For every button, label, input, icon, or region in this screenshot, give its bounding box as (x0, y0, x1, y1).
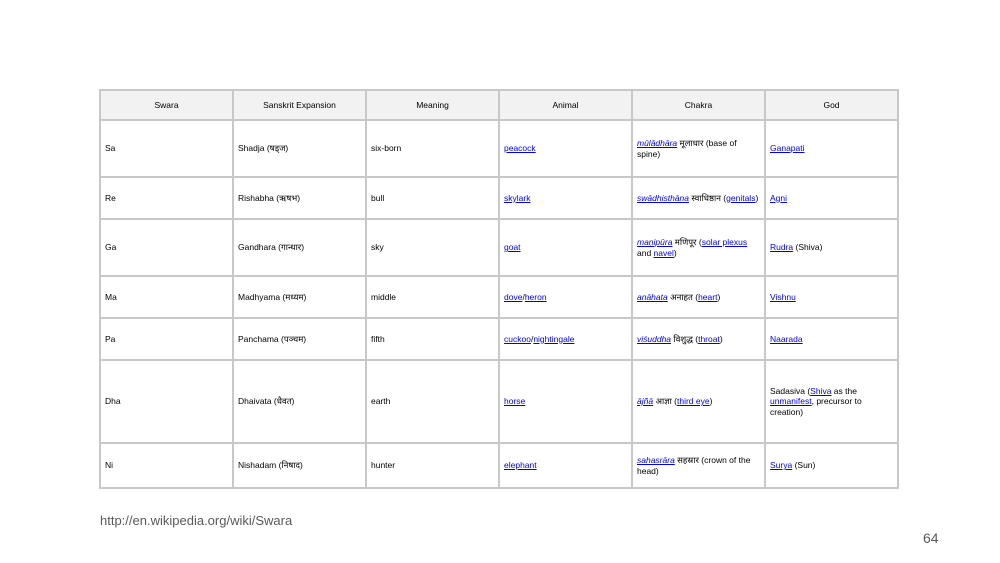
cell-swara: Ni (100, 443, 233, 488)
cell-link[interactable]: mūlādhāra (637, 137, 678, 148)
cell-link[interactable]: maṇipūra (637, 236, 673, 247)
header-chakra: Chakra (632, 90, 765, 120)
cell-text: ) (673, 247, 677, 258)
cell-link[interactable]: third eye (676, 396, 710, 407)
cell-link[interactable]: throat (698, 333, 720, 344)
cell-sanskrit: Shadja (षड्ज) (233, 120, 366, 177)
table-row (100, 443, 898, 488)
cell-sanskrit: Madhyama (मध्यम) (233, 276, 366, 318)
cell-swara: Ma (100, 276, 233, 318)
header-god: God (765, 90, 898, 120)
cell-link[interactable]: Ganapati (770, 143, 805, 154)
cell-sanskrit: Gandhara (गान्धार) (233, 219, 366, 276)
table-row (100, 318, 898, 360)
cell-link[interactable]: skylark (504, 192, 531, 203)
cell-link[interactable]: solar plexus (701, 236, 748, 247)
swara-table (99, 89, 899, 489)
cell-meaning: earth (366, 360, 499, 443)
cell-text: ) (719, 333, 723, 344)
cell-link[interactable]: Vishnu (770, 291, 796, 302)
cell-god (765, 443, 898, 488)
cell-animal (499, 177, 632, 219)
cell-link[interactable]: Agni (770, 192, 788, 203)
cell-chakra (632, 177, 765, 219)
cell-chakra (632, 360, 765, 443)
cell-sanskrit: Panchama (पञ्चम) (233, 318, 366, 360)
cell-meaning: sky (366, 219, 499, 276)
cell-chakra (632, 318, 765, 360)
cell-animal (499, 276, 632, 318)
cell-animal (499, 219, 632, 276)
cell-god (765, 318, 898, 360)
cell-chakra (632, 120, 765, 177)
table-row (100, 360, 898, 443)
cell-link[interactable]: dove (504, 291, 523, 302)
cell-sanskrit: Rishabha (ऋषभ) (233, 177, 366, 219)
cell-link[interactable]: unmanifest (770, 396, 812, 407)
cell-text: मूलाधार (base of spine) (637, 137, 737, 159)
cell-sanskrit: Nishadam (निषाद) (233, 443, 366, 488)
cell-meaning: middle (366, 276, 499, 318)
cell-text: सहस्रार (crown of the head) (637, 454, 751, 476)
table-body (100, 120, 898, 488)
cell-text: / (530, 333, 534, 344)
cell-link[interactable]: heart (698, 291, 718, 302)
cell-swara: Sa (100, 120, 233, 177)
header-meaning: Meaning (366, 90, 499, 120)
cell-chakra (632, 219, 765, 276)
cell-link[interactable]: goat (504, 242, 521, 253)
table-row (100, 276, 898, 318)
cell-link[interactable]: sahasrāra (637, 454, 675, 465)
cell-link[interactable]: peacock (504, 143, 536, 154)
cell-text: (Sun) (792, 460, 816, 471)
cell-text: and (637, 247, 654, 258)
cell-animal (499, 120, 632, 177)
cell-text: स्वाधिष्ठान ( (688, 192, 727, 203)
cell-link[interactable]: viśuddha (637, 333, 672, 344)
cell-text: as the (831, 385, 857, 396)
cell-text: मणिपूर ( (672, 236, 702, 247)
slide-number: 64 (923, 530, 939, 546)
cell-meaning: six-born (366, 120, 499, 177)
cell-meaning: bull (366, 177, 499, 219)
cell-text: ) (755, 192, 759, 203)
cell-god (765, 177, 898, 219)
cell-swara: Re (100, 177, 233, 219)
cell-text: / (522, 291, 525, 302)
table-row (100, 120, 898, 177)
cell-chakra (632, 276, 765, 318)
cell-sanskrit: Dhaivata (धैवत) (233, 360, 366, 443)
table-header-row (100, 90, 898, 120)
cell-text: (Shiva) (793, 242, 823, 253)
cell-link[interactable]: elephant (504, 460, 537, 471)
cell-link[interactable]: Rudra (770, 242, 794, 253)
header-animal: Animal (499, 90, 632, 120)
source-url: http://en.wikipedia.org/wiki/Swara (100, 513, 293, 528)
cell-link[interactable]: genitals (726, 192, 756, 203)
table-row (100, 177, 898, 219)
cell-link[interactable]: heron (524, 291, 547, 302)
cell-animal (499, 318, 632, 360)
cell-text: ) (709, 396, 713, 407)
cell-text: आज्ञा ( (653, 396, 677, 407)
cell-animal (499, 443, 632, 488)
cell-swara: Pa (100, 318, 233, 360)
cell-link[interactable]: anāhata (637, 291, 668, 302)
cell-god (765, 120, 898, 177)
cell-god (765, 276, 898, 318)
header-sanskrit-expansion: Sanskrit Expansion (233, 90, 366, 120)
cell-link[interactable]: cuckoo (504, 333, 531, 344)
cell-link[interactable]: nightingale (533, 333, 575, 344)
header-swara: Swara (100, 90, 233, 120)
table-row (100, 219, 898, 276)
cell-link[interactable]: Shiva (810, 385, 832, 396)
cell-text: Sadasiva ( (770, 385, 811, 396)
cell-chakra (632, 443, 765, 488)
cell-link[interactable]: ājñā (637, 396, 654, 407)
cell-link[interactable]: Surya (770, 460, 793, 471)
cell-link[interactable]: horse (504, 396, 526, 407)
cell-meaning: fifth (366, 318, 499, 360)
cell-text: , precursor to creation) (770, 396, 862, 417)
cell-text: ) (717, 291, 721, 302)
cell-text: अनाहत ( (667, 291, 699, 302)
cell-animal (499, 360, 632, 443)
cell-link[interactable]: Naarada (770, 333, 803, 344)
cell-link[interactable]: navel (653, 247, 674, 258)
cell-meaning: hunter (366, 443, 499, 488)
cell-link[interactable]: swādhisthāna (637, 192, 689, 203)
cell-god (765, 219, 898, 276)
cell-swara: Ga (100, 219, 233, 276)
cell-text: विशुद्ध ( (671, 333, 699, 344)
cell-swara: Dha (100, 360, 233, 443)
cell-god (765, 360, 898, 443)
